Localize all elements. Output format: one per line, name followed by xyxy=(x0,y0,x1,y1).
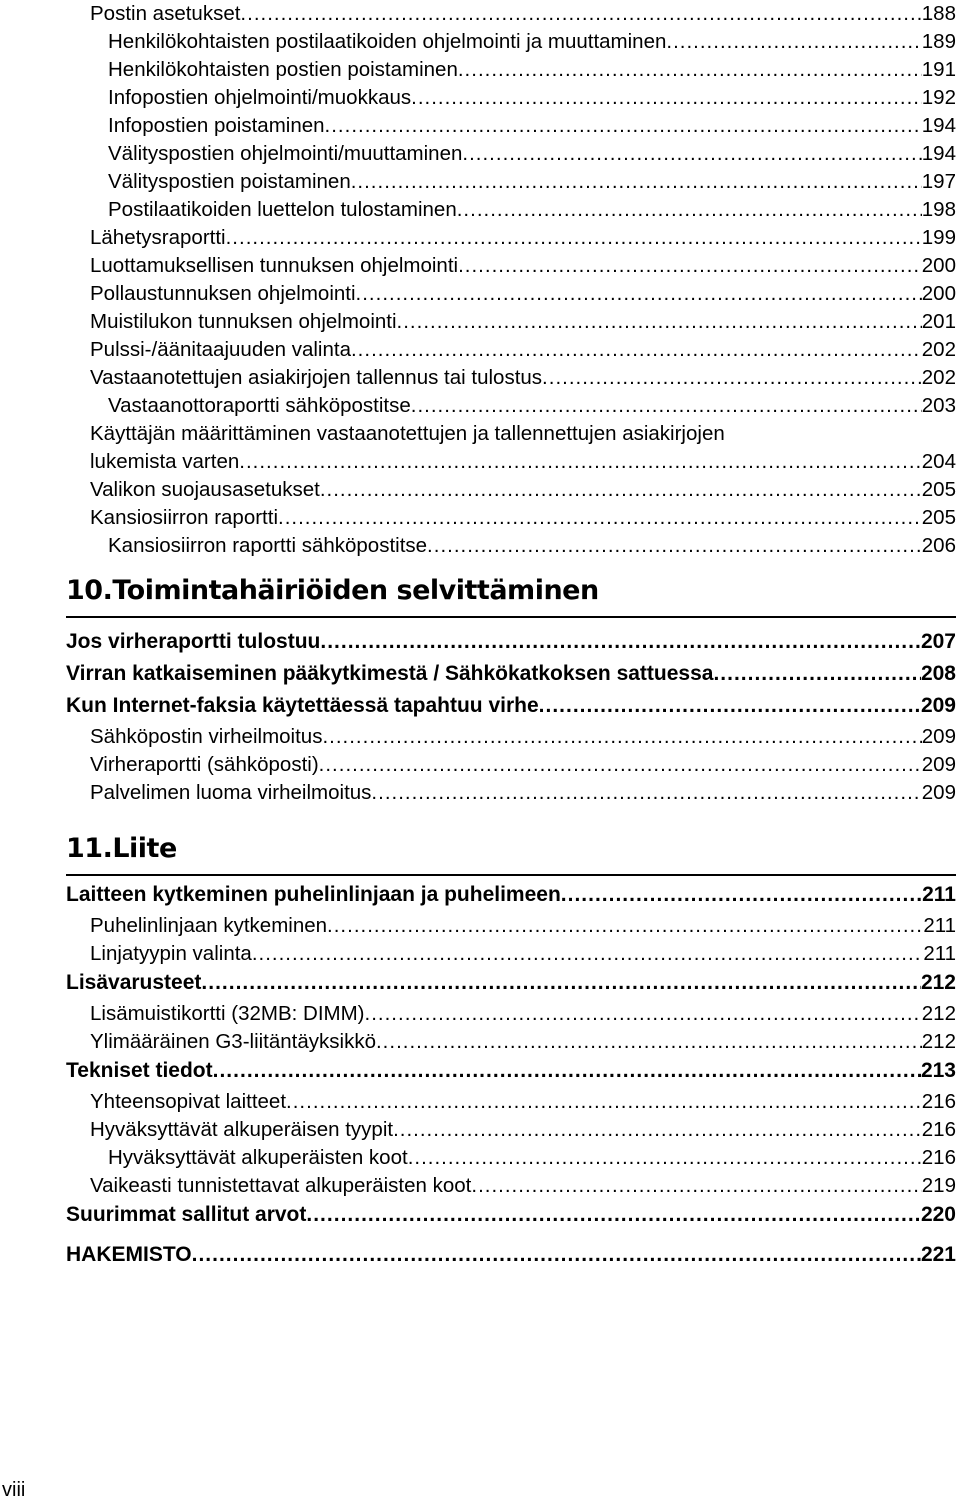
toc-entry[interactable] xyxy=(66,1057,956,1085)
toc-entry-title: Suurimmat sallitut arvot xyxy=(66,1203,307,1226)
toc-entry-page: 206 xyxy=(921,534,956,557)
toc-entry-title: Postilaatikoiden luettelon tulostaminen xyxy=(108,198,457,221)
toc-entry-title: Välityspostien ohjelmointi/muuttaminen xyxy=(108,142,463,165)
toc-entry-title: Pollaustunnuksen ohjelmointi xyxy=(90,282,356,305)
toc-entry-title: HAKEMISTO xyxy=(66,1243,192,1266)
dot-leader xyxy=(713,660,921,688)
toc-entry-page: 213 xyxy=(920,1059,956,1082)
dot-leader xyxy=(192,1241,921,1269)
toc-entry-page: 202 xyxy=(921,338,956,361)
toc-entry[interactable] xyxy=(108,84,956,112)
dot-leader xyxy=(319,751,922,779)
toc-entry-title: Virran katkaiseminen pääkytkimestä / Sähkökatkoksen sattuessa xyxy=(66,662,714,685)
dot-leader xyxy=(365,1000,922,1028)
toc-entry-page: 189 xyxy=(921,30,956,53)
toc-entry-title: Lisävarusteet xyxy=(66,971,202,994)
toc-entry[interactable] xyxy=(108,112,956,140)
dot-leader xyxy=(286,1088,922,1116)
toc-entry[interactable] xyxy=(90,476,956,504)
dot-leader xyxy=(411,392,922,420)
toc-entry[interactable] xyxy=(90,1116,956,1144)
dot-leader xyxy=(471,1172,921,1200)
dot-leader xyxy=(458,56,922,84)
dot-leader xyxy=(539,692,921,720)
toc-entry-title: Pulssi-/äänitaajuuden valinta xyxy=(90,338,351,361)
toc-entry[interactable] xyxy=(108,392,956,420)
toc-entry-page: 199 xyxy=(921,226,956,249)
toc-entry-title: Postin asetukset xyxy=(90,2,241,25)
dot-leader xyxy=(397,308,922,336)
toc-entry-title: Palvelimen luoma virheilmoitus xyxy=(90,781,372,804)
dot-leader xyxy=(320,628,921,656)
toc-entry-title: Laitteen kytkeminen puhelinlinjaan ja puhelimeen xyxy=(66,883,561,906)
toc-entry-title: Virheraportti (sähköposti) xyxy=(90,753,319,776)
chapter-heading: 11.Liite xyxy=(66,833,177,864)
toc-entry[interactable] xyxy=(66,692,956,720)
toc-entry-title: Henkilökohtaisten postien poistaminen xyxy=(108,58,458,81)
dot-leader xyxy=(376,1028,922,1056)
toc-entry[interactable] xyxy=(108,168,956,196)
toc-entry-page: 216 xyxy=(921,1090,956,1113)
toc-entry-title: Puhelinlinjaan kytkeminen xyxy=(90,914,328,937)
toc-entry-page: 197 xyxy=(921,170,956,193)
toc-entry-title: Jos virheraportti tulostuu xyxy=(66,630,321,653)
dot-leader xyxy=(457,196,922,224)
toc-entry-page: 216 xyxy=(921,1118,956,1141)
toc-entry-page: 212 xyxy=(921,1002,956,1025)
toc-entry-title: Lisämuistikortti (32MB: DIMM) xyxy=(90,1002,365,1025)
toc-entry-page: 205 xyxy=(921,506,956,529)
toc-entry[interactable] xyxy=(90,252,956,280)
toc-entry[interactable] xyxy=(66,881,956,909)
toc-entry-page: 194 xyxy=(921,142,956,165)
toc-entry-title: Lähetysraportti xyxy=(90,226,226,249)
toc-entry-page: 211 xyxy=(922,883,956,906)
dot-leader xyxy=(322,723,921,751)
dot-leader xyxy=(351,168,922,196)
toc-entry-title: Kun Internet-faksia käytettäessä tapahtuu virhe xyxy=(66,694,539,717)
toc-entry-page: 209 xyxy=(921,753,956,776)
toc-entry[interactable] xyxy=(90,1000,956,1028)
toc-entry-page: 200 xyxy=(921,254,956,277)
toc-entry-page: 209 xyxy=(921,781,956,804)
dot-leader xyxy=(213,1057,921,1085)
dot-leader xyxy=(320,476,922,504)
toc-entry-title: Kansiosiirron raportti xyxy=(90,506,278,529)
dot-leader xyxy=(278,504,922,532)
toc-entry[interactable] xyxy=(90,0,956,28)
toc-entry[interactable] xyxy=(108,140,956,168)
toc-entry-title: Muistilukon tunnuksen ohjelmointi xyxy=(90,310,397,333)
toc-entry-title: Välityspostien poistaminen xyxy=(108,170,351,193)
toc-entry-title: Linjatyypin valinta xyxy=(90,942,252,965)
toc-entry-title-cont: lukemista varten xyxy=(90,450,240,473)
toc-entry-title: Käyttäjän määrittäminen vastaanotettujen ja tallennettujen asiakirjojen xyxy=(90,422,725,445)
toc-entry-title: Kansiosiirron raportti sähköpostitse xyxy=(108,534,428,557)
toc-entry-title: Luottamuksellisen tunnuksen ohjelmointi xyxy=(90,254,459,277)
dot-leader xyxy=(371,779,921,807)
dot-leader xyxy=(356,280,922,308)
toc-entry[interactable] xyxy=(108,1144,956,1172)
toc-entry-page: 211 xyxy=(923,914,956,937)
dot-leader xyxy=(252,940,923,968)
toc-entry[interactable] xyxy=(90,336,956,364)
toc-entry-page: 211 xyxy=(923,942,956,965)
dot-leader xyxy=(427,532,922,560)
dot-leader xyxy=(325,112,922,140)
toc-entry-title: Yhteensopivat laitteet xyxy=(90,1090,287,1113)
toc-entry-page: 204 xyxy=(921,450,956,473)
dot-leader xyxy=(408,1144,922,1172)
toc-entry-page: 207 xyxy=(920,630,956,653)
dot-leader xyxy=(411,84,922,112)
toc-entry-page: 205 xyxy=(921,478,956,501)
toc-entry-page: 212 xyxy=(921,1030,956,1053)
toc-entry[interactable] xyxy=(66,1241,956,1269)
toc-entry[interactable] xyxy=(108,532,956,560)
toc-entry-page: 188 xyxy=(921,2,956,25)
toc-entry-title: Henkilökohtaisten postilaatikoiden ohjelmointi ja muuttaminen xyxy=(108,30,667,53)
toc-entry-page: 192 xyxy=(921,86,956,109)
toc-entry[interactable] xyxy=(90,723,956,751)
toc-entry-title: Vaikeasti tunnistettavat alkuperäisten koot xyxy=(90,1174,472,1197)
toc-entry[interactable] xyxy=(66,969,956,997)
toc-entry[interactable] xyxy=(90,280,956,308)
toc-entry[interactable] xyxy=(90,751,956,779)
toc-entry-page: 212 xyxy=(920,971,956,994)
toc-entry-title: Sähköpostin virheilmoitus xyxy=(90,725,323,748)
dot-leader xyxy=(458,252,922,280)
toc-entry-title: Ylimääräinen G3-liitäntäyksikkö xyxy=(90,1030,376,1053)
toc-entry[interactable] xyxy=(90,364,956,392)
toc-entry-title: Infopostien ohjelmointi/muokkaus xyxy=(108,86,412,109)
toc-entry-page: 216 xyxy=(921,1146,956,1169)
toc-entry[interactable] xyxy=(90,912,956,940)
page-number: viii xyxy=(2,1479,26,1501)
toc-entry-page: 191 xyxy=(921,58,956,81)
chapter-heading: 10.Toimintahäiriöiden selvittäminen xyxy=(66,575,599,606)
toc-entry[interactable] xyxy=(66,1201,956,1229)
dot-leader xyxy=(561,881,922,909)
toc-entry[interactable] xyxy=(108,56,956,84)
dot-leader xyxy=(462,140,921,168)
dot-leader xyxy=(393,1116,922,1144)
toc-entry[interactable] xyxy=(90,224,956,252)
toc-entry-page: 194 xyxy=(921,114,956,137)
toc-entry[interactable] xyxy=(90,1172,956,1200)
toc-entry-title: Vastaanotettujen asiakirjojen tallennus tai tulostus xyxy=(90,366,543,389)
toc-entry-page: 208 xyxy=(920,662,956,685)
toc-entry[interactable] xyxy=(90,308,956,336)
dot-leader xyxy=(666,28,921,56)
toc-entry[interactable] xyxy=(90,420,956,476)
toc-entry-page: 202 xyxy=(921,366,956,389)
toc-entry-title: Vastaanottoraportti sähköpostitse xyxy=(108,394,411,417)
toc-entry[interactable] xyxy=(90,1028,956,1056)
toc-entry-page: 203 xyxy=(921,394,956,417)
chapter-rule xyxy=(66,616,956,618)
toc-entry[interactable] xyxy=(66,628,956,656)
toc-entry[interactable] xyxy=(90,1088,956,1116)
toc-entry[interactable] xyxy=(90,779,956,807)
toc-entry-page: 209 xyxy=(920,694,956,717)
dot-leader xyxy=(226,224,922,252)
dot-leader xyxy=(542,364,922,392)
toc-entry-page: 209 xyxy=(921,725,956,748)
chapter-rule xyxy=(66,874,956,876)
toc-entry-page: 200 xyxy=(921,282,956,305)
toc-entry[interactable] xyxy=(90,940,956,968)
toc-entry-title: Tekniset tiedot xyxy=(66,1059,213,1082)
toc-entry-title: Hyväksyttävät alkuperäisten koot xyxy=(108,1146,408,1169)
dot-leader xyxy=(327,912,923,940)
toc-entry-page: 219 xyxy=(921,1174,956,1197)
dot-leader xyxy=(240,0,921,28)
toc-entry-page: 221 xyxy=(920,1243,956,1266)
toc-entry-page: 201 xyxy=(921,310,956,333)
toc-entry[interactable] xyxy=(108,28,956,56)
toc-entry-title: Valikon suojausasetukset xyxy=(90,478,320,501)
toc-entry[interactable] xyxy=(90,504,956,532)
dot-leader xyxy=(351,336,922,364)
toc-entry-page: 198 xyxy=(921,198,956,221)
dot-leader xyxy=(306,1201,921,1229)
toc-entry-title: Infopostien poistaminen xyxy=(108,114,325,137)
toc-entry[interactable] xyxy=(66,660,956,688)
toc-entry-title: Hyväksyttävät alkuperäisen tyypit xyxy=(90,1118,394,1141)
toc-entry[interactable] xyxy=(108,196,956,224)
dot-leader xyxy=(239,448,922,476)
toc-entry-page: 220 xyxy=(920,1203,956,1226)
dot-leader xyxy=(201,969,921,997)
